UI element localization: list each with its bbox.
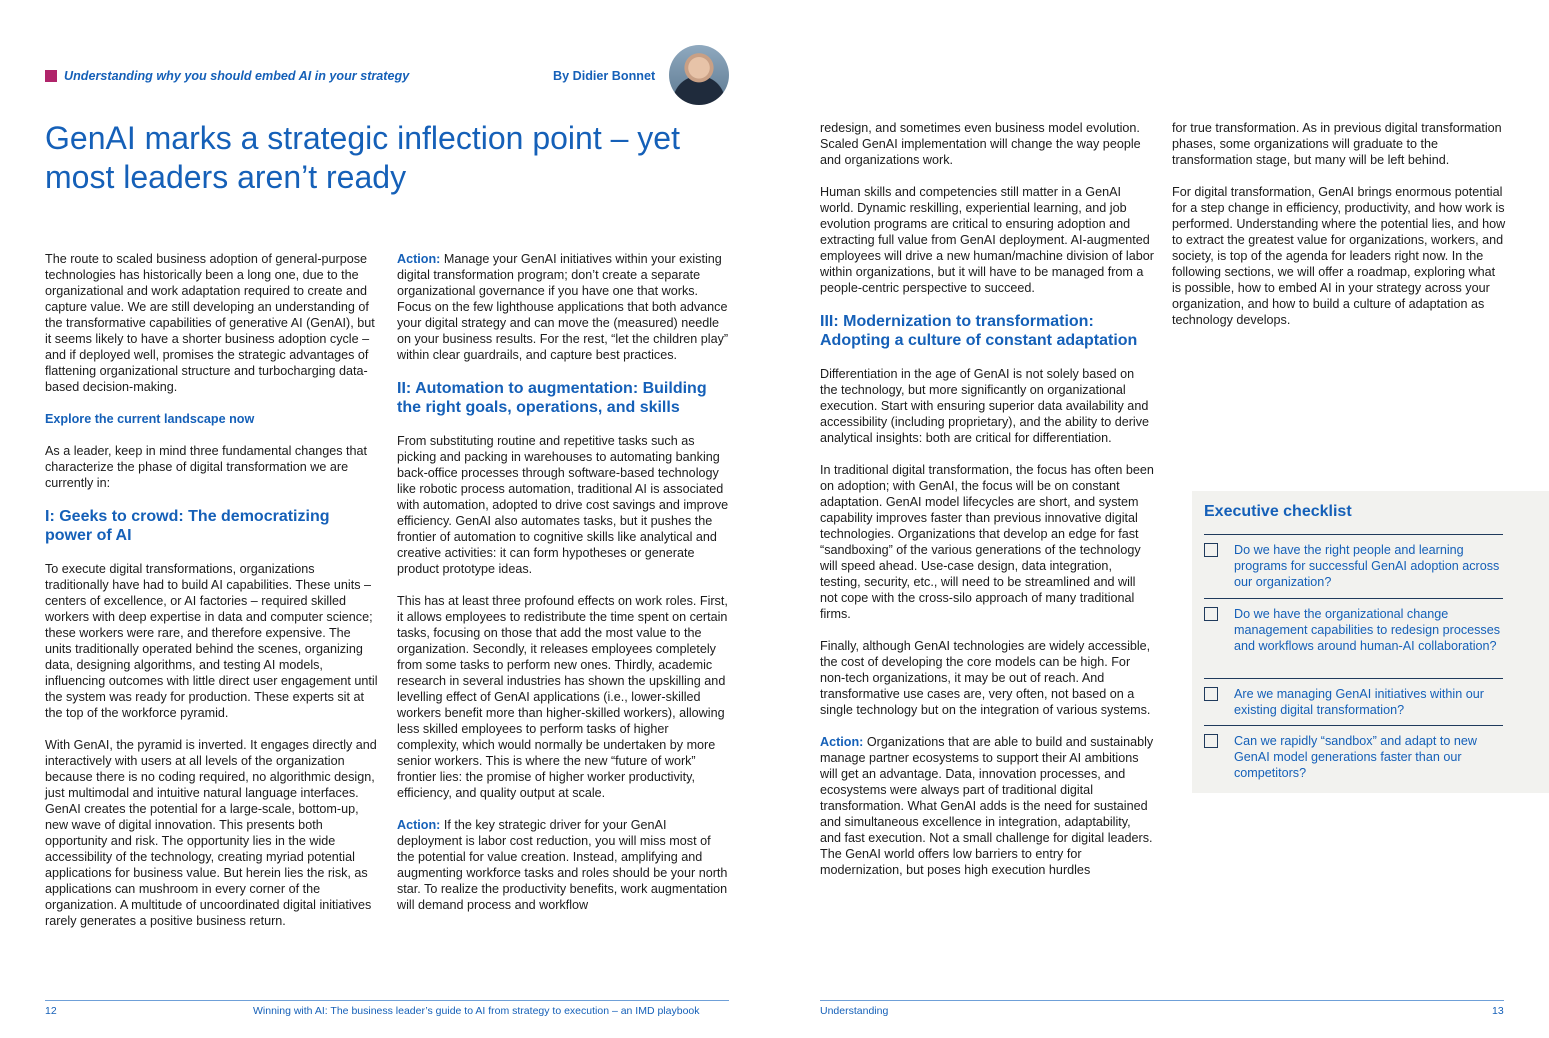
- checklist-item[interactable]: [1204, 725, 1503, 784]
- page-title: GenAI marks a strategic inflection point – yet most leaders aren’t ready: [45, 120, 680, 195]
- paragraph: Human skills and competencies still matter in a GenAI world. Dynamic reskilling, experiential learning, and job evolution programs are critical to ensuring adoption and extracting full value from GenAI deployment. AI-augmented employees will drive a new human/machine division of labor within organizations, but it will have to be managed from a people-centric perspective to succeed.: [820, 185, 1154, 295]
- action-label: Action:: [397, 252, 441, 266]
- checklist-title: Executive checklist: [1204, 503, 1352, 520]
- section-tagline: Understanding why you should embed AI in your strategy: [64, 69, 410, 83]
- column-1: [45, 251, 379, 945]
- action-label: Action:: [820, 735, 864, 749]
- paragraph: This has at least three profound effects on work roles. First, it allows employees to redistribute the time spent on certain tasks, focusing on those that add the most value to the organization. Secondly, it releases employees completely from some tasks to perform new ones. Thirdly, academic research in several industries has shown the upskilling and levelling effect of GenAI applications (i.e., lower-skilled workers benefit more than higher-skilled workers), allowing less skilled employees to perform tasks of higher complexity, which would normally be undertaken by more senior workers. This is where the new “future of work” frontier lies: the promise of higher worker productivity, efficiency, and quality output at scale.: [397, 594, 728, 800]
- section-heading: I: Geeks to crowd: The democratizing power of AI: [45, 508, 330, 544]
- action-paragraph: [397, 817, 731, 913]
- subheading: Explore the current landscape now: [45, 412, 255, 426]
- paragraph: With GenAI, the pyramid is inverted. It engages directly and interactively with users at all levels of the organization because there is no coding required, no algorithmic design, just multimodal and intuitive natural language interfaces. GenAI creates the potential for a large-scale, bottom-up, new wave of digital innovation. This presents both opportunity and risk. The opportunity lies in the wide accessibility of the technology, creating myriad potential applications for business value. But herein lies the risk, as applications can mushroom in every corner of the organization. A multitude of uncoordinated digital initiatives rarely generates a positive business return.: [45, 738, 377, 928]
- page-number: 12: [45, 1005, 57, 1017]
- checklist-item-text: Are we managing GenAI initiatives within our existing digital transformation?: [1234, 687, 1484, 717]
- action-text: If the key strategic driver for your GenAI deployment is labor cost reduction, you will miss most of the potential for value creation. Instead, amplifying and augmenting workforce tasks and roles should be your north star. To realize the productivity benefits, work augmentation will demand process and workflow: [397, 818, 728, 912]
- checklist-item[interactable]: [1204, 534, 1503, 593]
- paragraph: From substituting routine and repetitive tasks such as picking and packing in warehouses to automating banking back-office processes through software-based technology like robotic process automation, traditional AI is associated with automation, adopted to drive cost savings and improve efficiency. GenAI also automates tasks, but it pushes the frontier of automation to cognitive skills like analytical and creative activities: it can form hypotheses or generate product prototype ideas.: [397, 434, 729, 576]
- paragraph: In traditional digital transformation, the focus has often been on adoption; with GenAI, the focus will be on constant adaptation. GenAI model lifecycles are short, and system capability improves faster than previous innovative digital technologies. Organizations that develop an edge for fast “sandboxing” of the various generations of the technology will speed ahead. Use-case design, data integration, testing, security, etc., will need to be streamlined and will not cope with the cross-silo approach of many traditional firms.: [820, 463, 1154, 621]
- action-text: Organizations that are able to build and sustainably manage partner ecosystems to support their AI ambitions will get an advantage. Data, innovation processes, and ecosystems were always part of traditional digital transformation. What GenAI adds is the need for sustained and simultaneous excellence in integration, adaptability, and fast execution. Not a small challenge for digital leaders. The GenAI world offers low barriers to entry for modernization, but poses high execution hurdles: [820, 735, 1154, 877]
- paragraph: To execute digital transformations, organizations traditionally have had to build AI capabilities. These units – centers of excellence, or AI factories – required skilled workers with deep expertise in data and computer science; these workers were rare, and therefore expensive. The units traditionally operated behind the scenes, organizing data, designing algorithms, and testing AI models, influencing outcomes with little direct user engagement until the system was ready for production. These experts sit at the top of the workforce pyramid.: [45, 562, 378, 720]
- author-avatar: [669, 45, 729, 105]
- checkbox[interactable]: [1204, 687, 1218, 701]
- footer-divider: [45, 1000, 729, 1001]
- action-label: Action:: [397, 818, 441, 832]
- section-heading: III: Modernization to transformation: Adopting a culture of constant adaptation: [820, 313, 1138, 349]
- checkbox[interactable]: [1204, 607, 1218, 621]
- paragraph: For digital transformation, GenAI brings enormous potential for a step change in efficiency, productivity, and how work is performed. Understanding where the potential lies, and how to extract the greatest value for organizations, workers, and society, is top of the agenda for leaders right now. In the following sections, we will offer a roadmap, exploring what is possible, how to embed AI in your strategy across your organization, and how to build a culture of adaptation as technology develops.: [1172, 185, 1506, 327]
- paragraph: The route to scaled business adoption of general-purpose technologies has historically been a long one, due to the organizational and work adaptation required to create and capture value. We are still developing an understanding of the transformative capabilities of generative AI (GenAI), but it seems likely to have a shorter business adoption cycle – and if deployed well, promises the strategic advantages of flattening organizational structure and turbocharging data-based decision-making.: [45, 252, 375, 394]
- section-heading: II: Automation to augmentation: Building the right goals, operations, and skills: [397, 380, 707, 416]
- footer-divider: [820, 1000, 1504, 1001]
- paragraph: for true transformation. As in previous digital transformation phases, some organizations will graduate to the transformation stage, but many will be left behind.: [1172, 121, 1502, 167]
- footer-publication-title: Winning with AI: The business leader’s guide to AI from strategy to execution – an IMD playbook: [253, 1005, 700, 1017]
- column-4: [1172, 120, 1506, 344]
- checklist-item-text: Do we have the right people and learning programs for successful GenAI adoption across our organization?: [1234, 543, 1500, 589]
- paragraph: redesign, and sometimes even business model evolution. Scaled GenAI implementation will change the way people and organizations work.: [820, 121, 1141, 167]
- paragraph: Differentiation in the age of GenAI is not solely based on the technology, but more significantly on organizational execution. Start with ensuring superior data availability and accessibility (including proprietary), and the ability to derive analytical insights: both are critical for differentiation.: [820, 367, 1149, 445]
- checkbox[interactable]: [1204, 734, 1218, 748]
- column-2: [397, 251, 731, 929]
- column-3: [820, 120, 1154, 894]
- footer-section-name: Understanding: [820, 1005, 889, 1017]
- checklist-item-text: Can we rapidly “sandbox” and adapt to new GenAI model generations faster than our competitors?: [1234, 734, 1477, 780]
- checklist-item[interactable]: [1204, 598, 1503, 673]
- paragraph: As a leader, keep in mind three fundamental changes that characterize the phase of digital transformation we are currently in:: [45, 444, 368, 490]
- action-paragraph: [397, 251, 731, 363]
- checklist-item[interactable]: [1204, 678, 1503, 721]
- action-paragraph: [820, 734, 1154, 878]
- page-number: 13: [1492, 1005, 1504, 1017]
- section-marker: [45, 70, 57, 82]
- checklist-item-text: Do we have the organizational change management capabilities to redesign processes and workflows around human-AI collaboration?: [1234, 607, 1501, 653]
- action-text: Manage your GenAI initiatives within your existing digital transformation program; don’t create a separate organizational governance if you have one that works. Focus on the few lighthouse applications that both advance your digital strategy and can move the (measured) needle on your business results. For the rest, “let the children play” within clear guardrails, and capture best practices.: [397, 252, 729, 362]
- checkbox[interactable]: [1204, 543, 1218, 557]
- author-byline: By Didier Bonnet: [553, 69, 656, 83]
- paragraph: Finally, although GenAI technologies are widely accessible, the cost of developing the core models can be high. For non-tech organizations, it may be out of reach. And transformative use cases are, very often, not based on a single technology but on the integration of various systems.: [820, 639, 1151, 717]
